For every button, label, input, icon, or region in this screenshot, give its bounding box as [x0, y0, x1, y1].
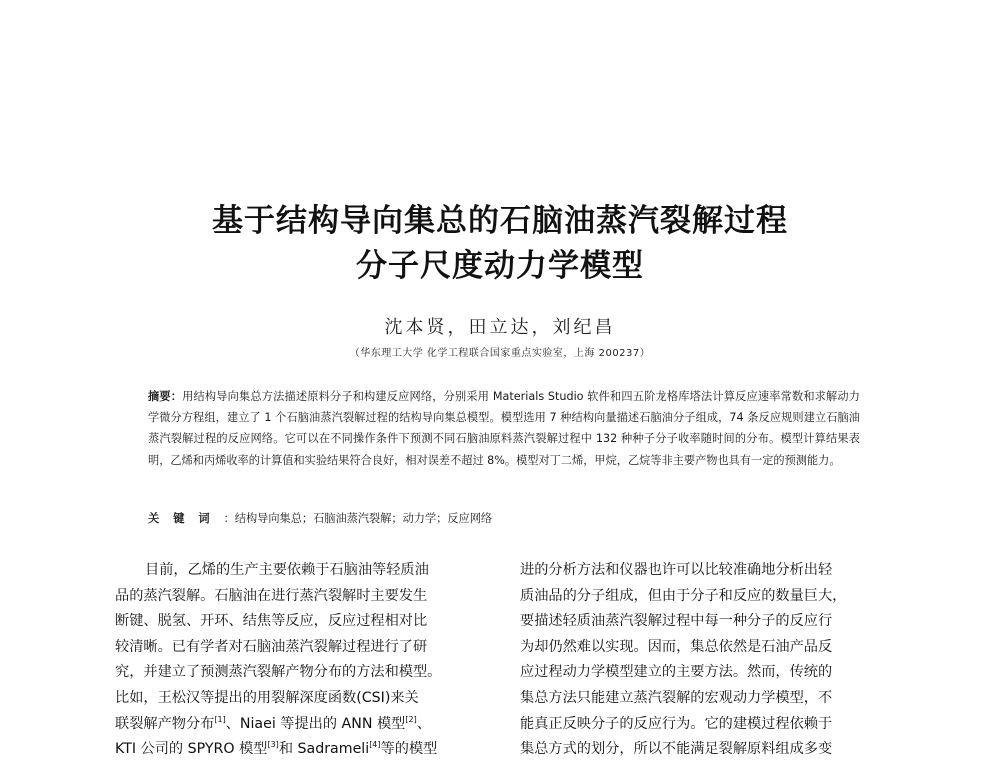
abstract	[148, 386, 860, 471]
body-text: 联裂解产物分布	[115, 715, 215, 732]
body-line: 质油品的分子组成，但由于分子和反应的数量巨大，	[520, 587, 847, 604]
keywords-text: 结构导向集总；石脑油蒸汽裂解；动力学；反应网络	[234, 512, 493, 525]
body-line: 集总方式的划分，所以不能满足裂解原料组成多变	[520, 741, 833, 758]
body-line: 品的蒸汽裂解。石脑油在进行蒸汽裂解时主要发生	[115, 587, 428, 604]
body-line: 断键、脱氢、开环、结焦等反应，反应过程相对比	[115, 613, 428, 630]
body-text: 、Niaei 等提出的 ANN 模型	[225, 715, 406, 732]
body-line: 较清晰。已有学者对石脑油蒸汽裂解过程进行了研	[115, 638, 428, 655]
abstract-text: 用结构导向集总方法描述原料分子和构建反应网络，分别采用 Materials Studio 软件和四五阶龙格库塔法计算反应速率常数和求解动力学微分方程组，建立了 1 个石脑油蒸汽裂解过程的结构导向集总模型。模型选用 7 种结构向量描述石脑油分子组成，74 条反应规则建立石脑油蒸汽裂解过程的反应网络。它可以在不同操作条件下预测不同石脑油原料蒸汽裂解过程中 132 种种子分子收率随时间的分布。模型计算结果表明，乙烯和丙烯收率的计算值和实验结果符合良好，相对误差不超过 8%。模型对丁二烯，甲烷，乙烷等非主要产物也具有一定的预测能力。	[148, 390, 860, 467]
body-line: 究，并建立了预测蒸汽裂解产物分布的方法和模型。	[115, 664, 442, 681]
keywords	[148, 508, 860, 529]
authors: 沈本贤，田立达，刘纪昌	[384, 317, 616, 338]
body-line: 应过程动力学模型建立的主要方法。然而，传统的	[520, 664, 833, 681]
body-line: 要描述轻质油蒸汽裂解过程中每一种分子的反应行	[520, 613, 833, 630]
affiliation: （华东理工大学 化学工程联合国家重点实验室，上海 200237）	[349, 348, 651, 359]
citation-4[interactable]: [4]	[369, 740, 381, 750]
paper-title-line-2: 分子尺度动力学模型	[356, 248, 644, 284]
body-text: 等的模型	[380, 741, 438, 758]
body-line: 为却仍然难以实现。因而，集总依然是石油产品反	[520, 638, 833, 655]
body-text: 和 Sadrameli	[278, 741, 370, 758]
body-line: 目前，乙烯的生产主要依赖于石脑油等轻质油	[145, 562, 429, 578]
body-line: 比如，王松汉等提出的用裂解深度函数(CSI)来关	[115, 689, 419, 706]
body-text: 、	[416, 715, 431, 732]
citation-1[interactable]: [1]	[214, 714, 226, 724]
keywords-colon: ：	[223, 512, 235, 525]
abstract-label: 摘要：	[148, 390, 183, 403]
keywords-label: 关键词	[148, 512, 224, 525]
body-line: 进的分析方法和仪器也许可以比较准确地分析出轻	[520, 562, 833, 578]
body-line	[115, 737, 485, 763]
citation-3[interactable]: [3]	[267, 740, 279, 750]
citation-2[interactable]: [2]	[405, 714, 417, 724]
body-column-right	[520, 558, 890, 763]
body-text: KTI 公司的 SPYRO 模型	[115, 741, 268, 758]
body-line	[115, 712, 485, 738]
paper-title-line-1: 基于结构导向集总的石脑油蒸汽裂解过程	[212, 203, 788, 239]
body-line: 能真正反映分子的反应行为。它的建模过程依赖于	[520, 715, 833, 732]
body-line: 集总方法只能建立蒸汽裂解的宏观动力学模型，不	[520, 689, 833, 706]
body-column-left	[115, 558, 485, 763]
